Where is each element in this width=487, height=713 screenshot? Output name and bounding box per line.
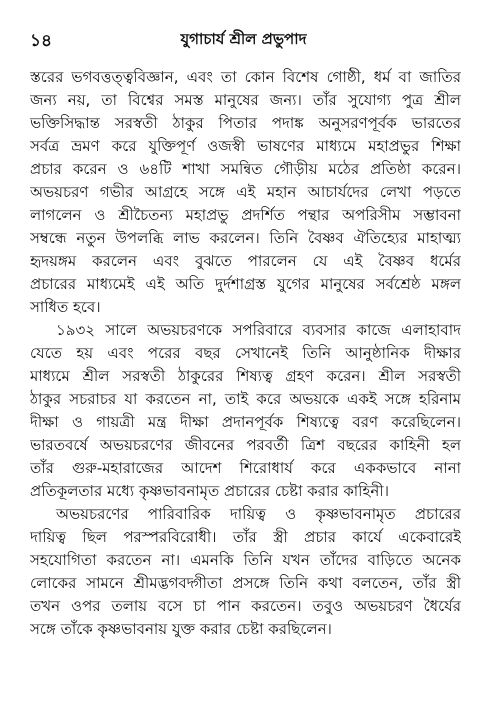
text-line: যেতে হয় এবং পরের বছর সেখানেই তিনি আনুষ্ঠানিক দীক্ষার xyxy=(30,344,461,362)
text-line: লোকের সামনে শ্রীমদ্ভগবদ্গীতা প্রসঙ্গে তিনি কথা বলতেন, তাঁর স্ত্রী xyxy=(30,574,461,592)
text-line: ভারতবর্ষে অভয়চরণের জীবনের পরবর্তী ত্রিশ বছরের কাহিনী হল xyxy=(30,436,461,454)
text-line: ভক্তিসিদ্ধান্ত সরস্বতী ঠাকুর পিতার পদাঙ্ক অনুসরণপূর্বক ভারতের xyxy=(30,114,461,132)
text-line: প্রতিকূলতার মধ্যে কৃষ্ণভাবনামৃত প্রচারের চেষ্টা করার কাহিনী। xyxy=(30,482,389,500)
text-line: ১৯৩২ সালে অভয়চরণকে সপরিবারে ব্যবসার কাজে এলাহাবাদ xyxy=(56,321,461,339)
text-line: সাধিত হবে। xyxy=(30,298,101,316)
page-header xyxy=(30,26,457,52)
text-line: অভয়চরণের পারিবারিক দায়িত্ব ও কৃষ্ণভাবনামৃত প্রচারের xyxy=(56,505,461,523)
text-line: ঠাকুর সচরাচর যা করতেন না, তাই করে অভয়কে একই সঙ্গে হরিনাম xyxy=(30,390,461,408)
text-line: সঙ্গে তাঁকে কৃষ্ণভাবনায় যুক্ত করার চেষ্টা করছিলেন। xyxy=(30,620,332,638)
text-line: সহযোগিতা করতেন না। এমনকি তিনি যখন তাঁদের বাড়িতে অনেক xyxy=(30,551,461,569)
text-line: সম্বন্ধে নতুন উপলব্ধি লাভ করলেন। তিনি বৈষ্ণব ঐতিহ্যের মাহাত্ম্য xyxy=(30,229,461,247)
text-line: প্রচার করেন ও ৬৪টি শাখা সমন্বিত গৌড়ীয় মঠের প্রতিষ্ঠা করেন। xyxy=(30,160,461,178)
text-line: প্রচারের মাধ্যমেই এই অতি দুর্দশাগ্রস্ত যুগের মানুষের সর্বশ্রেষ্ঠ মঙ্গল xyxy=(30,275,461,293)
text-line: অভয়চরণ গভীর আগ্রহে সঙ্গে এই মহান আচার্যদের লেখা পড়তে xyxy=(30,183,461,201)
body-text xyxy=(30,66,461,641)
text-line: তাঁর গুরু-মহারাজের আদেশ শিরোধার্য করে এককভাবে নানা xyxy=(30,459,461,477)
paragraph-2 xyxy=(30,319,461,503)
text-line: জন্য নয়, তা বিশ্বের সমস্ত মানুষের জন্য। তাঁর সুযোগ্য পুত্র শ্রীল xyxy=(30,91,461,109)
paragraph-1 xyxy=(30,66,461,319)
text-line: মাধ্যমে শ্রীল সরস্বতী ঠাকুরের শিষ্যত্ব গ্রহণ করেন। শ্রীল সরস্বতী xyxy=(30,367,461,385)
running-title: যুগাচার্য শ্রীল প্রভুপাদ xyxy=(180,30,307,48)
text-line: লাগলেন ও শ্রীচৈতন্য মহাপ্রভু প্রদর্শিত পন্থার অপরিসীম সম্ভাবনা xyxy=(30,206,461,224)
text-line: দীক্ষা ও গায়ত্রী মন্ত্র দীক্ষা প্রদানপূর্বক শিষ্যত্বে বরণ করেছিলেন। xyxy=(30,413,461,431)
text-line: তখন ওপর তলায় বসে চা পান করতেন। তবুও অভয়চরণ ধৈর্যের xyxy=(30,597,461,615)
text-line: দায়িত্ব ছিল পরস্পরবিরোধী। তাঁর স্ত্রী প্রচার কার্যে একেবারেই xyxy=(30,528,461,546)
text-line: সর্বত্র ভ্রমণ করে যুক্তিপূর্ণ ওজস্বী ভাষণের মাধ্যমে মহাপ্রভুর শিক্ষা xyxy=(30,137,461,155)
text-line: স্তরের ভগবত্তত্ত্ববিজ্ঞান, এবং তা কোন বিশেষ গোষ্ঠী, ধর্ম বা জাতির xyxy=(30,68,461,86)
text-line: হৃদয়ঙ্গম করলেন এবং বুঝতে পারলেন যে এই বৈষ্ণব ধর্মের xyxy=(30,252,461,270)
paragraph-3 xyxy=(30,503,461,641)
page-number: ১৪ xyxy=(30,31,53,51)
